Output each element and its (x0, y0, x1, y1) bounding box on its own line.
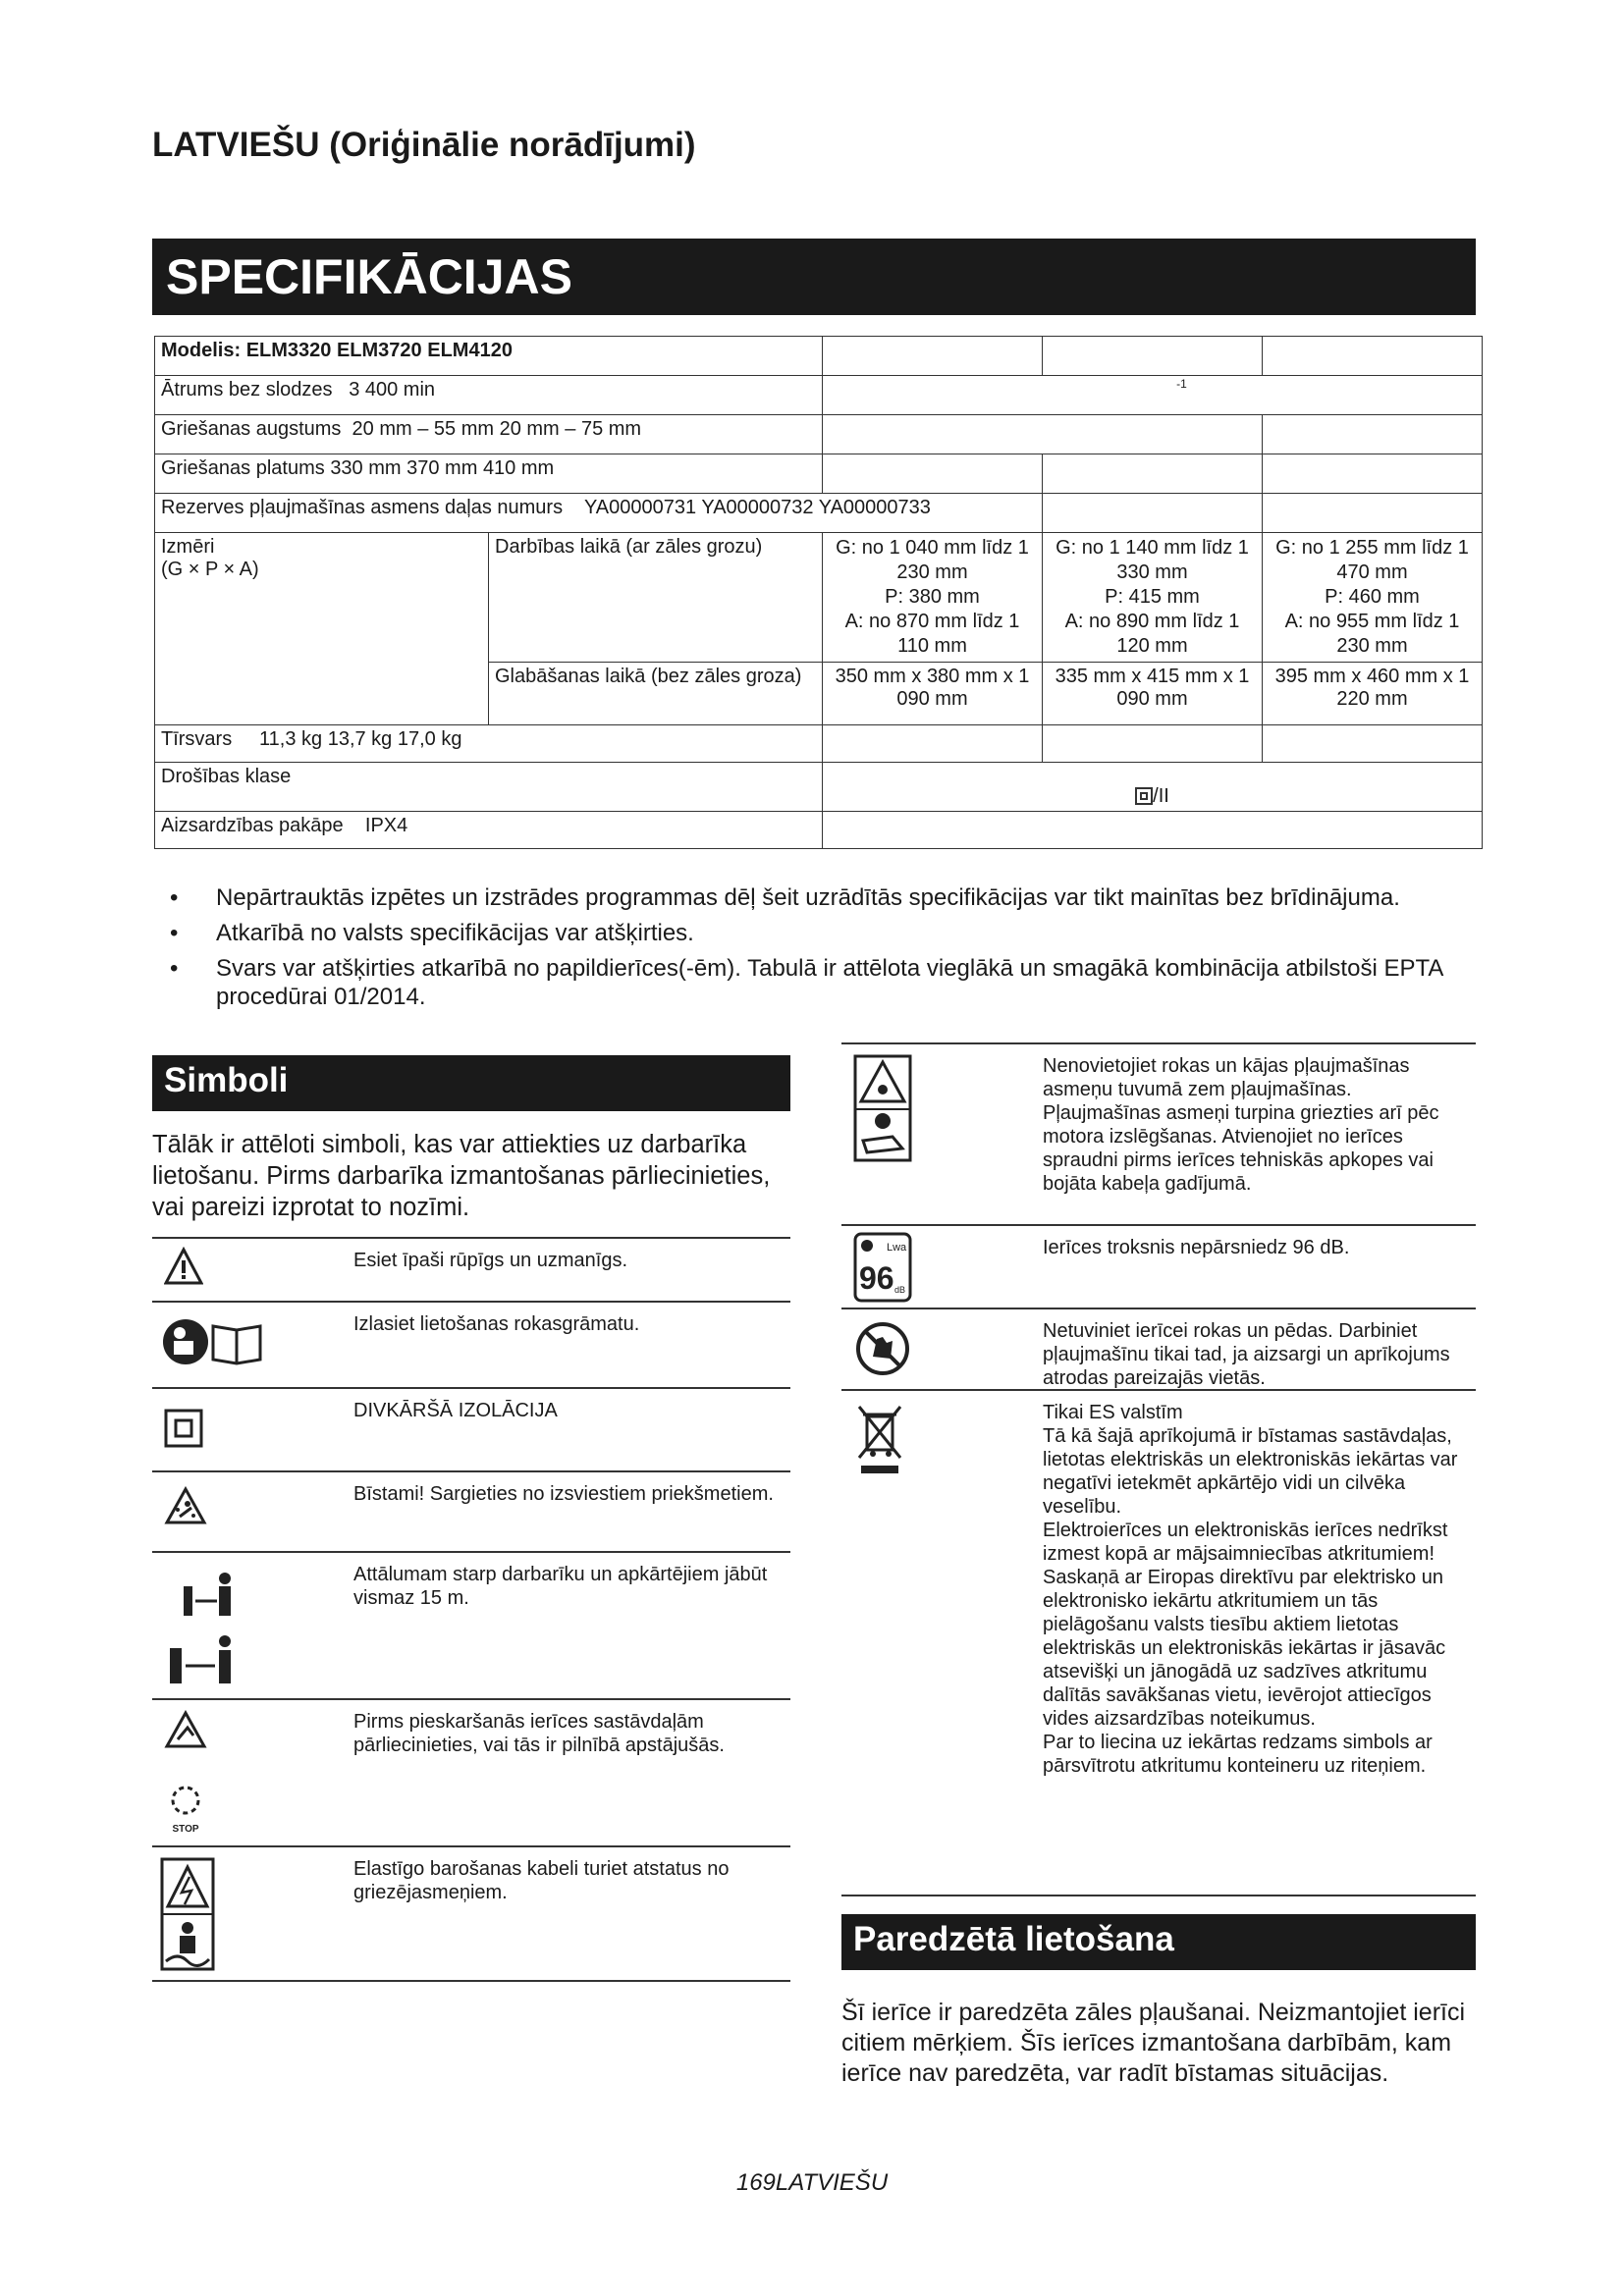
model-name: ELM3720 (336, 340, 422, 361)
spec-sublabel: (G × P × A) (161, 559, 259, 580)
noise-level-icon (853, 1232, 912, 1303)
spec-label: Griešanas platums (161, 457, 325, 479)
symbol-text: Izlasiet lietošanas rokasgrāmatu. (353, 1313, 640, 1335)
spec-label: Drošības klase (155, 763, 823, 812)
symbol-text: DIVKĀRŠĀ IZOLĀCIJA (353, 1400, 558, 1421)
symbols-intro: Tālāk ir attēloti simboli, kas var attiekties uz darbarīka lietošanu. Pirms darbarīka izmantošanas pārliecinieties, vai pareizi izprotat to nozīmi. (152, 1131, 771, 1221)
symbols-list-right (841, 1042, 1476, 1896)
spec-value: /II (1153, 785, 1169, 807)
spec-value: YA00000732 (701, 497, 814, 518)
symbol-row (152, 1303, 790, 1389)
symbol-row (841, 1391, 1476, 1896)
spec-value: 13,7 kg (327, 728, 393, 750)
specifications-heading: SPECIFIKĀCIJAS (152, 239, 1476, 315)
symbol-text: Bīstami! Sargieties no izsviestiem priekšmetiem. (353, 1483, 774, 1505)
spec-label: Izmēri (161, 536, 215, 558)
spec-value: 20 mm – 55 mm (352, 418, 495, 440)
double-insulation-icon (1135, 787, 1153, 805)
spec-label: Rezerves pļaujmašīnas asmens daļas numurs (161, 497, 564, 518)
note-item: • Nepārtrauktās izpētes un izstrādes programmas dēļ šeit uzrādītās specifikācijas var tikt mainītas bez brīdinājuma. (170, 884, 1400, 911)
spec-value: 410 mm (482, 457, 555, 479)
stop-label: STOP (172, 1824, 199, 1835)
spec-value: 370 mm (406, 457, 478, 479)
spec-row-safety-class (155, 763, 1483, 812)
symbols-list-left (152, 1237, 790, 1982)
model-name: ELM3320 (245, 340, 332, 361)
spec-value: 17,0 kg (397, 728, 462, 750)
wait-stop-icon (164, 1710, 207, 1838)
warning-triangle-icon (164, 1247, 203, 1286)
intended-use-text: Šī ierīce ir paredzēta zāles pļaušanai. Neizmantojiet ierīci citiem mērķiem. Šīs ierīces izmantošana darbībām, kam ierīce nav paredzēta, var radīt bīstamas situācijas. (841, 1999, 1466, 2087)
svg-text:Lwa: Lwa (887, 1242, 907, 1254)
spec-value: 20 mm – 75 mm (499, 418, 642, 440)
spec-value: 330 mm (330, 457, 402, 479)
spec-value: 3 400 min (349, 379, 436, 400)
symbol-text: Elastīgo barošanas kabeli turiet atstatus no griezējasmeņiem. (353, 1858, 730, 1903)
unit-superscript: -1 (1176, 377, 1187, 391)
symbol-text: Pirms pieskaršanās ierīces sastāvdaļām pārliecinieties, vai tās ir pilnībā apstājušās. (353, 1711, 725, 1756)
spec-row-dimensions-operating (155, 533, 1483, 663)
keep-distance-icon (164, 1565, 252, 1692)
spec-value: YA00000733 (818, 497, 931, 518)
spec-row-model (155, 337, 1483, 376)
thrown-objects-icon (164, 1486, 207, 1525)
spec-value: 395 mm x 460 mm x 1 220 mm (1263, 663, 1483, 725)
footer-language: LATVIEŠU (775, 2169, 889, 2196)
page-number: 169 (735, 2169, 776, 2196)
intended-use-heading: Paredzētā lietošana (841, 1914, 1476, 1970)
spec-value: G: no 1 040 mm līdz 1 230 mm P: 380 mm A: no 870 mm līdz 1 110 mm (823, 533, 1043, 663)
spec-label: Tīrsvars (161, 728, 233, 750)
symbol-row (841, 1309, 1476, 1391)
symbol-row (152, 1847, 790, 1982)
symbol-row (841, 1226, 1476, 1309)
model-name: ELM4120 (427, 340, 513, 361)
symbol-text: Esiet īpaši rūpīgs un uzmanīgs. (353, 1250, 628, 1271)
spec-value: IPX4 (364, 815, 408, 836)
spec-value: 11,3 kg (259, 728, 323, 750)
symbol-row (152, 1389, 790, 1472)
symbol-text: Attālumam starp darbarīku un apkārtējiem jābūt vismaz 15 m. (353, 1564, 768, 1609)
model-label: Modelis: (161, 340, 242, 361)
spec-row-cutting-width (155, 454, 1483, 494)
keep-hands-feet-away-icon (855, 1321, 910, 1376)
spec-value: 350 mm x 380 mm x 1 090 mm (823, 663, 1043, 725)
page-footer (0, 2169, 1624, 2197)
spec-value: 335 mm x 415 mm x 1 090 mm (1043, 663, 1263, 725)
spec-value: G: no 1 255 mm līdz 1 470 mm P: 460 mm A: no 955 mm līdz 1 230 mm (1263, 533, 1483, 663)
read-manual-icon (162, 1316, 265, 1367)
symbol-text: Netuviniet ierīcei rokas un pēdas. Darbiniet pļaujmašīnu tikai tad, ja aizsargi un aprīkojums atrodas pareizajās vietās. (1043, 1320, 1450, 1389)
spec-value: YA00000731 (583, 497, 697, 518)
spec-label: Darbības laikā (ar zāles grozu) (489, 533, 823, 663)
spec-row-protection (155, 812, 1483, 849)
symbol-row (152, 1472, 790, 1553)
symbol-row (152, 1700, 790, 1847)
symbol-row (152, 1239, 790, 1303)
blade-unplug-icon (853, 1054, 912, 1162)
spec-label: Ātrums bez slodzes (161, 379, 333, 400)
cable-blade-icon (160, 1857, 215, 1971)
spec-row-blade-part (155, 494, 1483, 533)
spec-row-weight (155, 725, 1483, 763)
symbol-row (841, 1044, 1476, 1226)
spec-label: Aizsardzības pakāpe (161, 815, 344, 836)
spec-row-cutting-height (155, 415, 1483, 454)
spec-row-speed (155, 376, 1483, 415)
symbols-heading: Simboli (152, 1055, 790, 1111)
note-item: • Atkarībā no valsts specifikācijas var atšķirties. (170, 920, 694, 946)
spec-notes (152, 883, 1476, 1018)
svg-text:96: 96 (859, 1260, 894, 1296)
symbol-row (152, 1553, 790, 1700)
spec-label: Glabāšanas laikā (bez zāles groza) (489, 663, 823, 725)
symbol-text: Ierīces troksnis nepārsniedz 96 dB. (1043, 1237, 1350, 1258)
svg-text:dB: dB (894, 1285, 906, 1295)
note-item: • Svars var atšķirties atkarībā no papildierīces(-ēm). Tabulā ir attēlota vieglākā un smagākā kombinācija atbilstoši EPTA procedūrai 01/2014. (170, 955, 1443, 1010)
spec-value: G: no 1 140 mm līdz 1 330 mm P: 415 mm A: no 890 mm līdz 1 120 mm (1043, 533, 1263, 663)
double-insulation-icon (164, 1409, 203, 1448)
weee-bin-icon (855, 1405, 904, 1475)
symbol-text: Nenovietojiet rokas un kājas pļaujmašīnas asmeņu tuvumā zem pļaujmašīnas. Pļaujmašīnas asmeņi turpina griezties arī pēc motora izslēgšanas. Atvienojiet no ierīces spraudni pirms ierīces tehniskās apkopes vai bojāta kabeļa gadījumā. (1043, 1055, 1439, 1195)
page-language-title: LATVIEŠU (Oriģinālie norādījumi) (152, 126, 696, 164)
specifications-table (154, 336, 1483, 849)
spec-label: Griešanas augstums (161, 418, 342, 440)
symbol-text: Tikai ES valstīm Tā kā šajā aprīkojumā ir bīstamas sastāvdaļas, lietotas elektriskās un elektroniskās iekārtas var negatīvi ietekmēt apkārtējo vidi un cilvēka veselību. Elektroierīces un elektroniskās ierīces nedrīkst izmest kopā ar mājsaimniecības atkritumiem! Saskaņā ar Eiropas direktīvu par elektrisko un elektronisko iekārtu atkritumiem un tās pielāgošanu valsts tiesību aktiem lietotas elektriskās un elektroniskās iekārtas ir jāsavāc atsevišķi un jānogādā uz sadzīves atkritumu dalītās savākšanas vietu, ievērojot attiecīgos vides aizsardzības noteikumus. Par to liecina uz iekārtas redzams simbols ar pārsvītrotu atkritumu konteineru uz riteņiem. (1043, 1402, 1458, 1777)
